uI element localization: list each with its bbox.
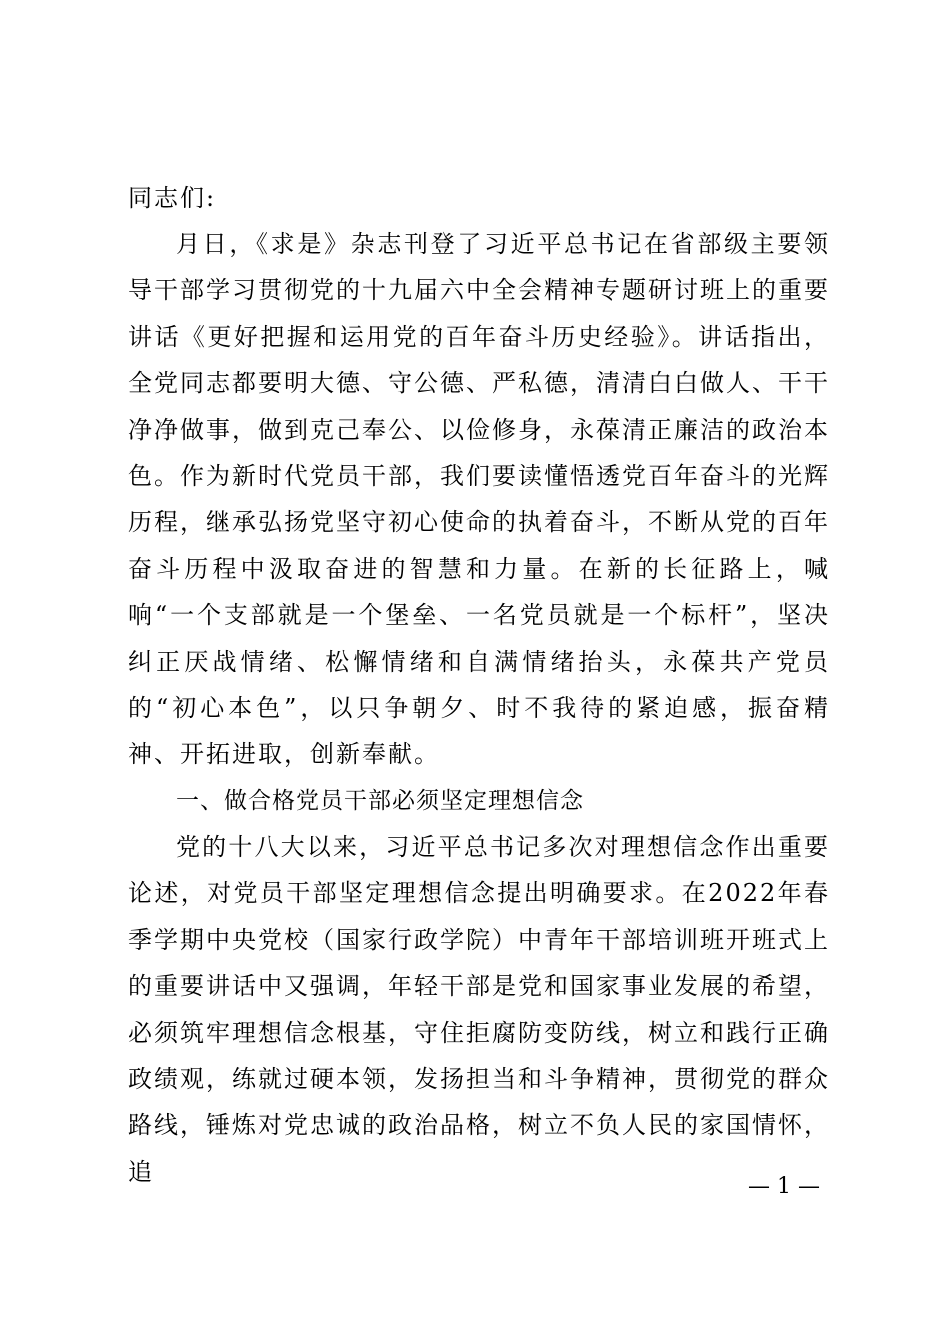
section-heading: 一、做合格党员干部必须坚定理想信念 [176, 787, 584, 814]
document-body [128, 175, 830, 1195]
intro-paragraph: 月日，《求是》杂志刊登了习近平总书记在省部级主要领导干部学习贯彻党的十九届六中全会精神专题研讨班上的重要讲话《更好把握和运用党的百年奋斗历史经验》。讲话指出，全党同志都要明大德、守公德、严私德，清清白白做人、干干净净做事，做到克己奉公、以俭修身，永葆清正廉洁的政治本色。作为新时代党员干部，我们要读懂悟透党百年奋斗的光辉历程，继承弘扬党坚守初心使命的执着奋斗，不断从党的百年奋斗历程中汲取奋进的智慧和力量。在新的长征路上，喊响“一个支部就是一个堡垒、一名党员就是一个标杆”，坚决纠正厌战情绪、松懈情绪和自满情绪抬头，永葆共产党员的“初心本色”，以只争朝夕、时不我待的紧迫感，振奋精神、开拓进取，创新奉献。 [128, 230, 830, 769]
page-number: — 1 — [748, 1174, 820, 1199]
section-paragraph: 党的十八大以来，习近平总书记多次对理想信念作出重要论述，对党员干部坚定理想信念提出明确要求。在2022年春季学期中央党校（国家行政学院）中青年干部培训班开班式上的重要讲话中又强调，年轻干部是党和国家事业发展的希望，必须筑牢理想信念根基，守住拒腐防变防线，树立和践行正确政绩观，练就过硬本领，发扬担当和斗争精神，贯彻党的群众路线，锤炼对党忠诚的政治品格，树立不负人民的家国情怀，追 [128, 832, 830, 1186]
salutation: 同志们: [128, 184, 217, 212]
